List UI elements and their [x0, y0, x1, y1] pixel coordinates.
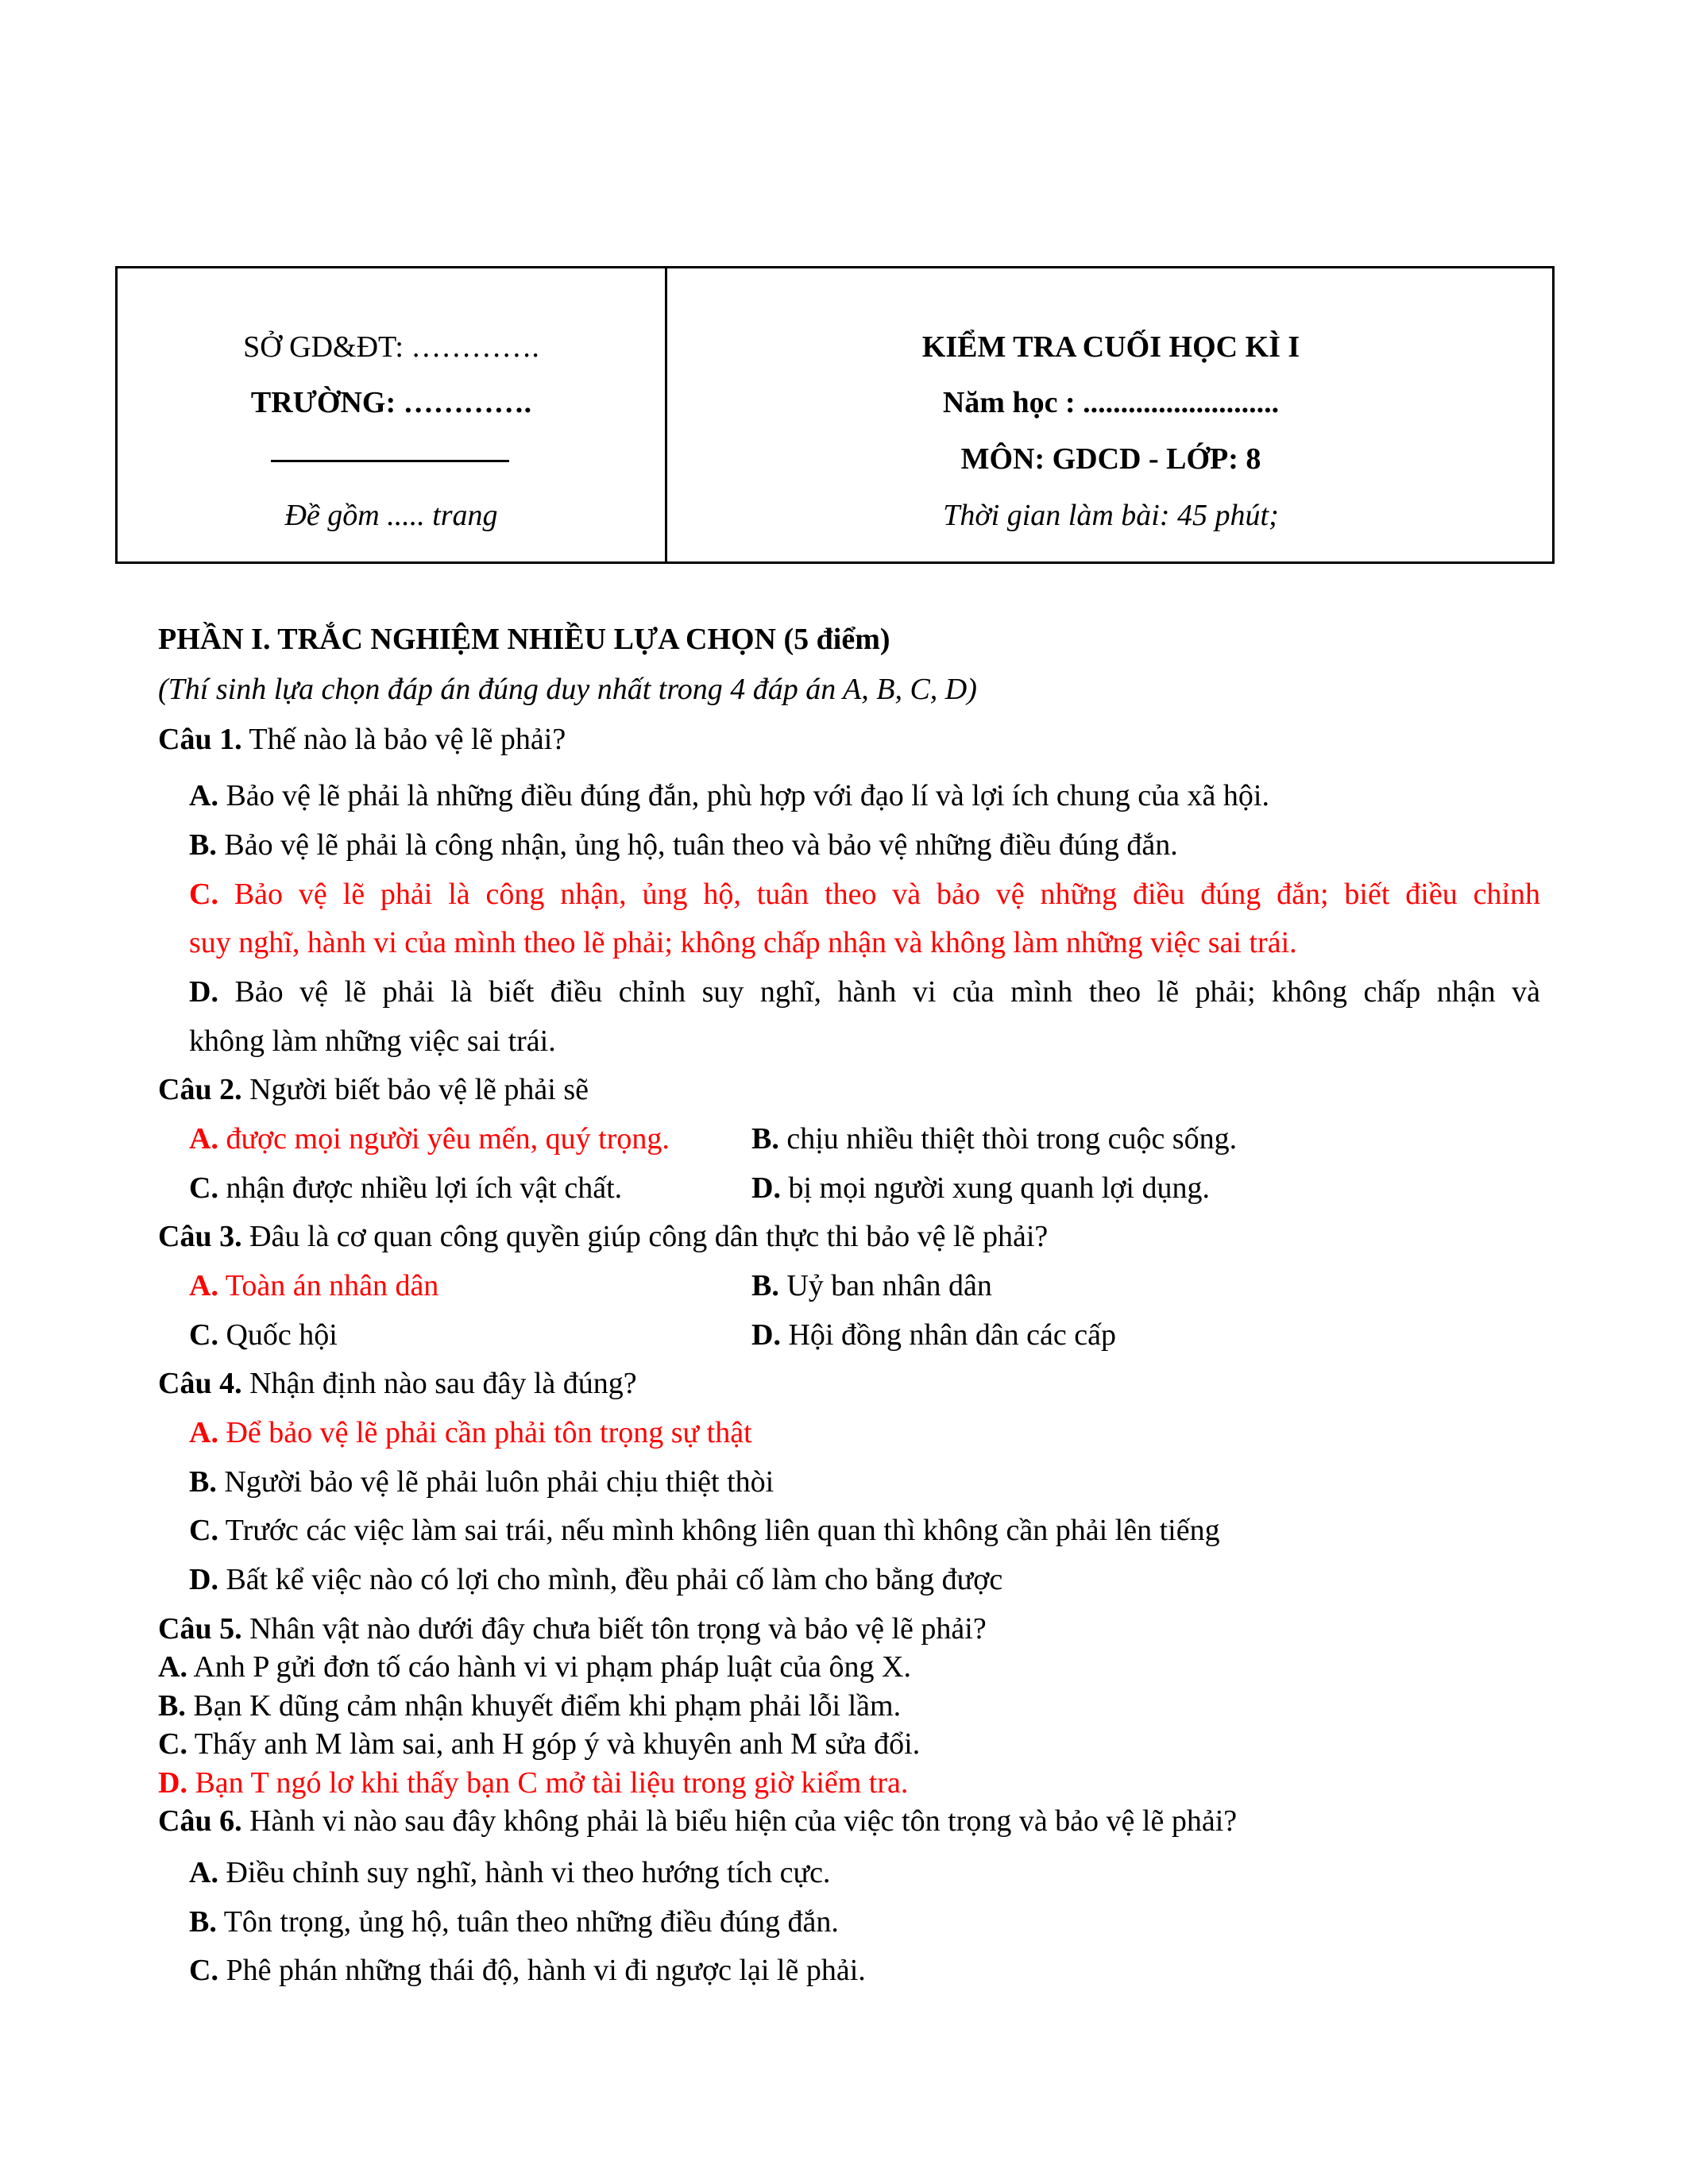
option-key: C. — [189, 1171, 218, 1205]
school-year: Năm học : .......................... — [942, 386, 1280, 419]
question-label: Câu 4. — [158, 1367, 242, 1400]
option-key: D. — [158, 1766, 187, 1800]
option-text: bị mọi người xung quanh lợi dụng. — [788, 1171, 1210, 1205]
question-text: Hành vi nào sau đây không phải là biểu hiện của việc tôn trọng và bảo vệ lẽ phải? — [249, 1804, 1238, 1838]
option-text: Bảo vệ lẽ phải là biết điều chỉnh suy nghĩ, hành vi của mình theo lẽ phải; không chấp nhận và — [234, 975, 1540, 1009]
option-key: A. — [189, 1856, 218, 1889]
q6-option-c — [189, 1955, 866, 1985]
exam-header-box — [115, 266, 1555, 564]
q4-option-b — [189, 1467, 774, 1497]
section-title: PHẦN I. TRẮC NGHIỆM NHIỀU LỰA CHỌN (5 điểm) — [158, 623, 890, 656]
option-text: Người bảo vệ lẽ phải luôn phải chịu thiệt thòi — [224, 1465, 774, 1499]
question-label: Câu 3. — [158, 1220, 242, 1253]
option-text: Tôn trọng, ủng hộ, tuân theo những điều đúng đắn. — [223, 1905, 839, 1939]
question-text: Đâu là cơ quan công quyền giúp công dân thực thi bảo vệ lẽ phải? — [249, 1220, 1049, 1253]
option-key: A. — [189, 1122, 218, 1156]
q5-option-a — [158, 1652, 911, 1682]
option-key: C. — [189, 1318, 218, 1352]
question-5 — [158, 1614, 987, 1644]
option-text: Hội đồng nhân dân các cấp — [788, 1318, 1117, 1352]
q1-option-d — [189, 977, 1540, 1007]
q2-option-a-correct — [189, 1124, 670, 1154]
q3-option-c — [189, 1320, 338, 1350]
option-key: B. — [189, 1465, 217, 1499]
option-text: Bạn K dũng cảm nhận khuyết điểm khi phạm phải lỗi lầm. — [193, 1689, 902, 1723]
q6-option-a — [189, 1858, 830, 1888]
question-1 — [158, 724, 566, 754]
option-key: A. — [158, 1650, 187, 1684]
question-text: Nhận định nào sau đây là đúng? — [249, 1367, 637, 1400]
question-text: Người biết bảo vệ lẽ phải sẽ — [249, 1073, 589, 1106]
q3-option-a-correct — [189, 1271, 438, 1301]
q2-option-c — [189, 1173, 622, 1203]
option-key: C. — [158, 1727, 187, 1761]
option-key: D. — [751, 1171, 781, 1205]
q1-option-c-correct — [189, 879, 1540, 909]
q2-option-d — [751, 1173, 1210, 1203]
option-key: A. — [189, 1416, 218, 1449]
option-text: Toàn án nhân dân — [225, 1269, 439, 1302]
option-key: A. — [189, 1269, 218, 1302]
option-key: B. — [189, 1905, 217, 1939]
q4-option-a-correct — [189, 1418, 752, 1448]
option-text: Điều chỉnh suy nghĩ, hành vi theo hướng tích cực. — [226, 1856, 831, 1889]
option-text: Bảo vệ lẽ phải là những điều đúng đắn, phù hợp với đạo lí và lợi ích chung của xã hội. — [226, 779, 1269, 812]
option-key: B. — [158, 1689, 186, 1723]
pages-note: Đề gồm ..... trang — [284, 499, 498, 532]
q6-option-b — [189, 1907, 839, 1937]
q4-option-d — [189, 1565, 1002, 1595]
q5-option-d-correct — [158, 1768, 908, 1798]
question-label: Câu 1. — [158, 723, 242, 756]
question-4 — [158, 1368, 637, 1399]
option-key: C. — [189, 878, 218, 911]
option-text: Để bảo vệ lẽ phải cần phải tôn trọng sự thật — [226, 1416, 752, 1449]
option-text: Uỷ ban nhân dân — [786, 1269, 992, 1302]
option-text: Bảo vệ lẽ phải là công nhận, ủng hộ, tuân theo và bảo vệ những điều đúng đắn. — [224, 828, 1178, 862]
question-text: Thế nào là bảo vệ lẽ phải? — [249, 723, 566, 756]
q5-option-c — [158, 1729, 920, 1759]
question-2 — [158, 1075, 589, 1105]
q4-option-c — [189, 1515, 1220, 1545]
option-text: Phê phán những thái độ, hành vi đi ngược lại lẽ phải. — [226, 1954, 866, 1987]
q1-option-b — [189, 830, 1178, 860]
question-label: Câu 6. — [158, 1804, 242, 1838]
question-6 — [158, 1806, 1237, 1836]
option-key: B. — [189, 828, 217, 862]
question-label: Câu 2. — [158, 1073, 242, 1106]
option-key: B. — [751, 1269, 779, 1302]
q2-option-b — [751, 1124, 1237, 1154]
option-text: Bảo vệ lẽ phải là công nhận, ủng hộ, tuân theo và bảo vệ những điều đúng đắn; biết điều chỉnh — [234, 878, 1540, 911]
q3-option-b — [751, 1271, 992, 1301]
q1-option-c-continued: suy nghĩ, hành vi của mình theo lẽ phải; không chấp nhận và không làm những việc sai trái. — [189, 926, 1297, 959]
q3-option-d — [751, 1320, 1116, 1350]
section-instruction: (Thí sinh lựa chọn đáp án đúng duy nhất trong 4 đáp án A, B, C, D) — [158, 673, 977, 706]
question-label: Câu 5. — [158, 1612, 242, 1646]
option-key: B. — [751, 1122, 779, 1156]
option-key: D. — [751, 1318, 781, 1352]
option-text: nhận được nhiều lợi ích vật chất. — [226, 1171, 623, 1205]
option-text: Bạn T ngó lơ khi thấy bạn C mở tài liệu trong giờ kiểm tra. — [195, 1766, 909, 1800]
subject-line: MÔN: GDCD - LỚP: 8 — [960, 442, 1261, 476]
duration-line: Thời gian làm bài: 45 phút; — [943, 499, 1279, 532]
option-text: Quốc hội — [226, 1318, 338, 1352]
option-text: được mọi người yêu mến, quý trọng. — [226, 1122, 670, 1156]
option-text: Thấy anh M làm sai, anh H góp ý và khuyên anh M sửa đổi. — [194, 1727, 921, 1761]
option-text: chịu nhiều thiệt thòi trong cuộc sống. — [786, 1122, 1238, 1156]
option-text: Anh P gửi đơn tố cáo hành vi vi phạm pháp luật của ông X. — [193, 1650, 911, 1684]
department-line: SỞ GD&ĐT: …………. — [243, 330, 539, 364]
question-text: Nhân vật nào dưới đây chưa biết tôn trọng và bảo vệ lẽ phải? — [249, 1612, 987, 1646]
option-key: D. — [189, 975, 218, 1009]
option-text: Trước các việc làm sai trái, nếu mình không liên quan thì không cần phải lên tiếng — [225, 1514, 1220, 1547]
school-line: TRƯỜNG: …………. — [250, 386, 532, 419]
q1-option-d-continued: không làm những việc sai trái. — [189, 1024, 556, 1058]
option-key: A. — [189, 779, 218, 812]
q1-option-a — [189, 781, 1269, 811]
option-key: D. — [189, 1563, 218, 1596]
header-rule — [271, 460, 509, 462]
option-key: C. — [189, 1954, 218, 1987]
question-3 — [158, 1221, 1048, 1252]
exam-title: KIỂM TRA CUỐI HỌC KÌ I — [921, 330, 1300, 364]
option-text: Bất kể việc nào có lợi cho mình, đều phải cố làm cho bằng được — [226, 1563, 1003, 1596]
q5-option-b — [158, 1691, 901, 1721]
option-key: C. — [189, 1514, 218, 1547]
